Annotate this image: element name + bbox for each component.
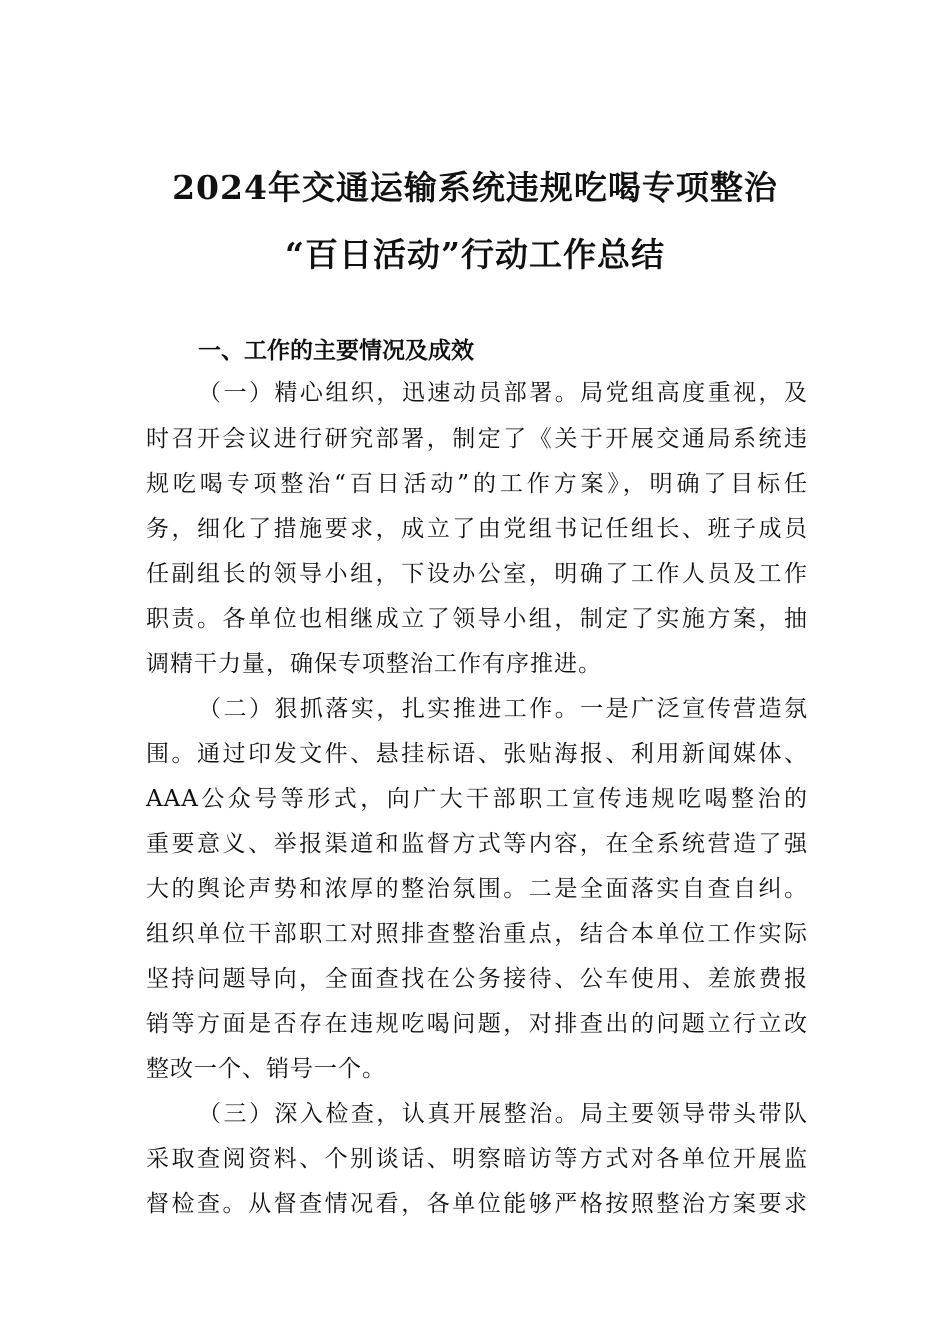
paragraph-line: 坚持问题导向，全面查找在公务接待、公车使用、差旅费报 xyxy=(146,966,808,992)
paragraph-line: 督检查。从督查情况看，各单位能够严格按照整治方案要求 xyxy=(146,1191,808,1217)
section-heading: 一、工作的主要情况及成效 xyxy=(198,338,474,364)
paragraph-line: 整改一个、销号一个。 xyxy=(146,1056,386,1082)
paragraph-line: 大的舆论声势和浓厚的整治氛围。二是全面落实自查自纠。 xyxy=(146,876,808,902)
paragraph-line: 销等方面是否存在违规吃喝问题，对排查出的问题立行立改 xyxy=(146,1011,808,1037)
paragraph-line: AAA公众号等形式，向广大干部职工宣传违规吃喝整治的 xyxy=(146,786,808,812)
paragraph-line: 组织单位干部职工对照排查整治重点，结合本单位工作实际 xyxy=(146,921,808,947)
paragraph-line: 任副组长的领导小组，下设办公室，明确了工作人员及工作 xyxy=(146,561,808,587)
document-title-line-2: “百日活动”行动工作总结 xyxy=(285,235,665,274)
paragraph-line: 重要意义、举报渠道和监督方式等内容，在全系统营造了强 xyxy=(146,831,808,857)
paragraph-line: 时召开会议进行研究部署，制定了《关于开展交通局系统违 xyxy=(146,426,808,452)
paragraph-line: 调精干力量，确保专项整治工作有序推进。 xyxy=(146,651,602,677)
paragraph-line: （二）狠抓落实，扎实推进工作。一是广泛宣传营造氛 xyxy=(198,696,808,722)
paragraph-line: 规吃喝专项整治“百日活动”的工作方案》，明确了目标任 xyxy=(146,471,808,497)
paragraph-line: 采取查阅资料、个别谈话、明察暗访等方式对各单位开展监 xyxy=(146,1146,808,1172)
paragraph-line: （一）精心组织，迅速动员部署。局党组高度重视，及 xyxy=(198,380,808,406)
paragraph-line: 职责。各单位也相继成立了领导小组，制定了实施方案，抽 xyxy=(146,606,808,632)
document-title-line-1: 2024年交通运输系统违规吃喝专项整治 xyxy=(172,168,778,207)
paragraph-line: 围。通过印发文件、悬挂标语、张贴海报、利用新闻媒体、 xyxy=(146,741,808,767)
paragraph-line: （三）深入检查，认真开展整治。局主要领导带头带队 xyxy=(198,1101,808,1127)
paragraph-line: 务，细化了措施要求，成立了由党组书记任组长、班子成员 xyxy=(146,516,808,542)
